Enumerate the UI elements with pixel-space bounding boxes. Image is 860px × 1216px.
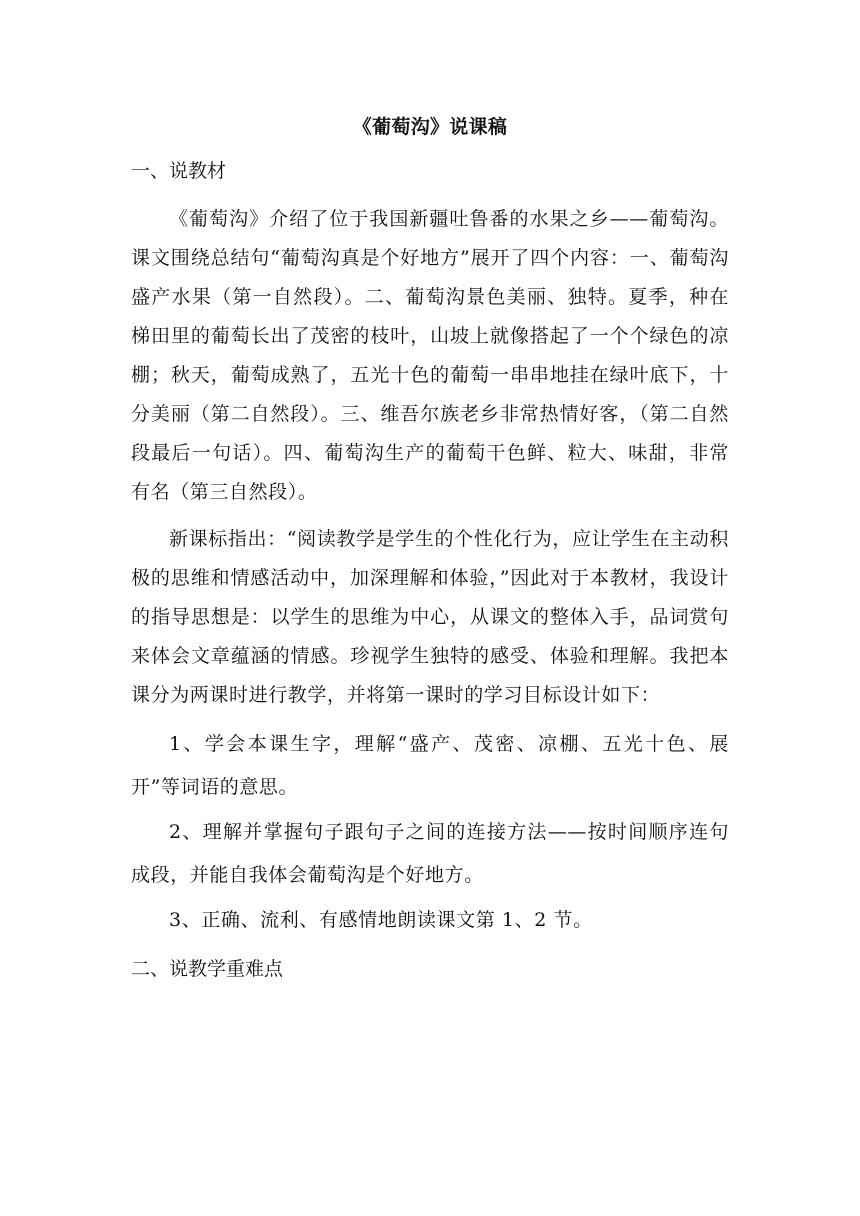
learning-goal-item: 3、正确、流利、有感情地朗读课文第 1、2 节。 <box>169 909 593 931</box>
paragraph-text-intro: 《葡萄沟》介绍了位于我国新疆吐鲁番的水果之乡——葡萄沟。课文围绕总结句“葡萄沟真是个好地方”展开了四个内容：一、葡萄沟盛产水果（第一自然段）。二、葡萄沟景色美丽、独特。夏季，种在梯田里的葡萄长出了茂密的枝叶，山坡上就像搭起了一个个绿色的凉棚；秋天，葡萄成熟了，五光十色的葡萄一串串地挂在绿叶底下，十分美丽（第二自然段）。三、维吾尔族老乡非常热情好客，（第二自然段最后一句话）。四、葡萄沟生产的葡萄干色鲜、粒大、味甜，非常有名（第三自然段）。 <box>131 208 729 503</box>
document-body <box>131 112 729 984</box>
paragraph-curriculum-guidance: 新课标指出：“阅读教学是学生的个性化行为，应让学生在主动积极的思维和情感活动中，加深理解和体验，”因此对于本教材，我设计的指导思想是：以学生的思维为中心，从课文的整体入手，品词赏句来体会文章蕴涵的情感。珍视学生独特的感受、体验和理解。我把本课分为两课时进行教学，并将第一课时的学习目标设计如下： <box>131 528 729 706</box>
section-heading-key-points: 二、说教学重难点 <box>131 958 284 980</box>
section-heading-teaching-material: 一、说教材 <box>131 160 227 182</box>
document-title: 《葡萄沟》说课稿 <box>352 116 508 138</box>
learning-goal-item: 1、学会本课生字，理解“盛产、茂密、凉棚、五光十色、展开”等词语的意思。 <box>131 733 729 798</box>
learning-goal-item: 2、理解并掌握句子跟句子之间的连接方法——按时间顺序连句成段，并能自我体会葡萄沟是个好地方。 <box>131 821 729 886</box>
